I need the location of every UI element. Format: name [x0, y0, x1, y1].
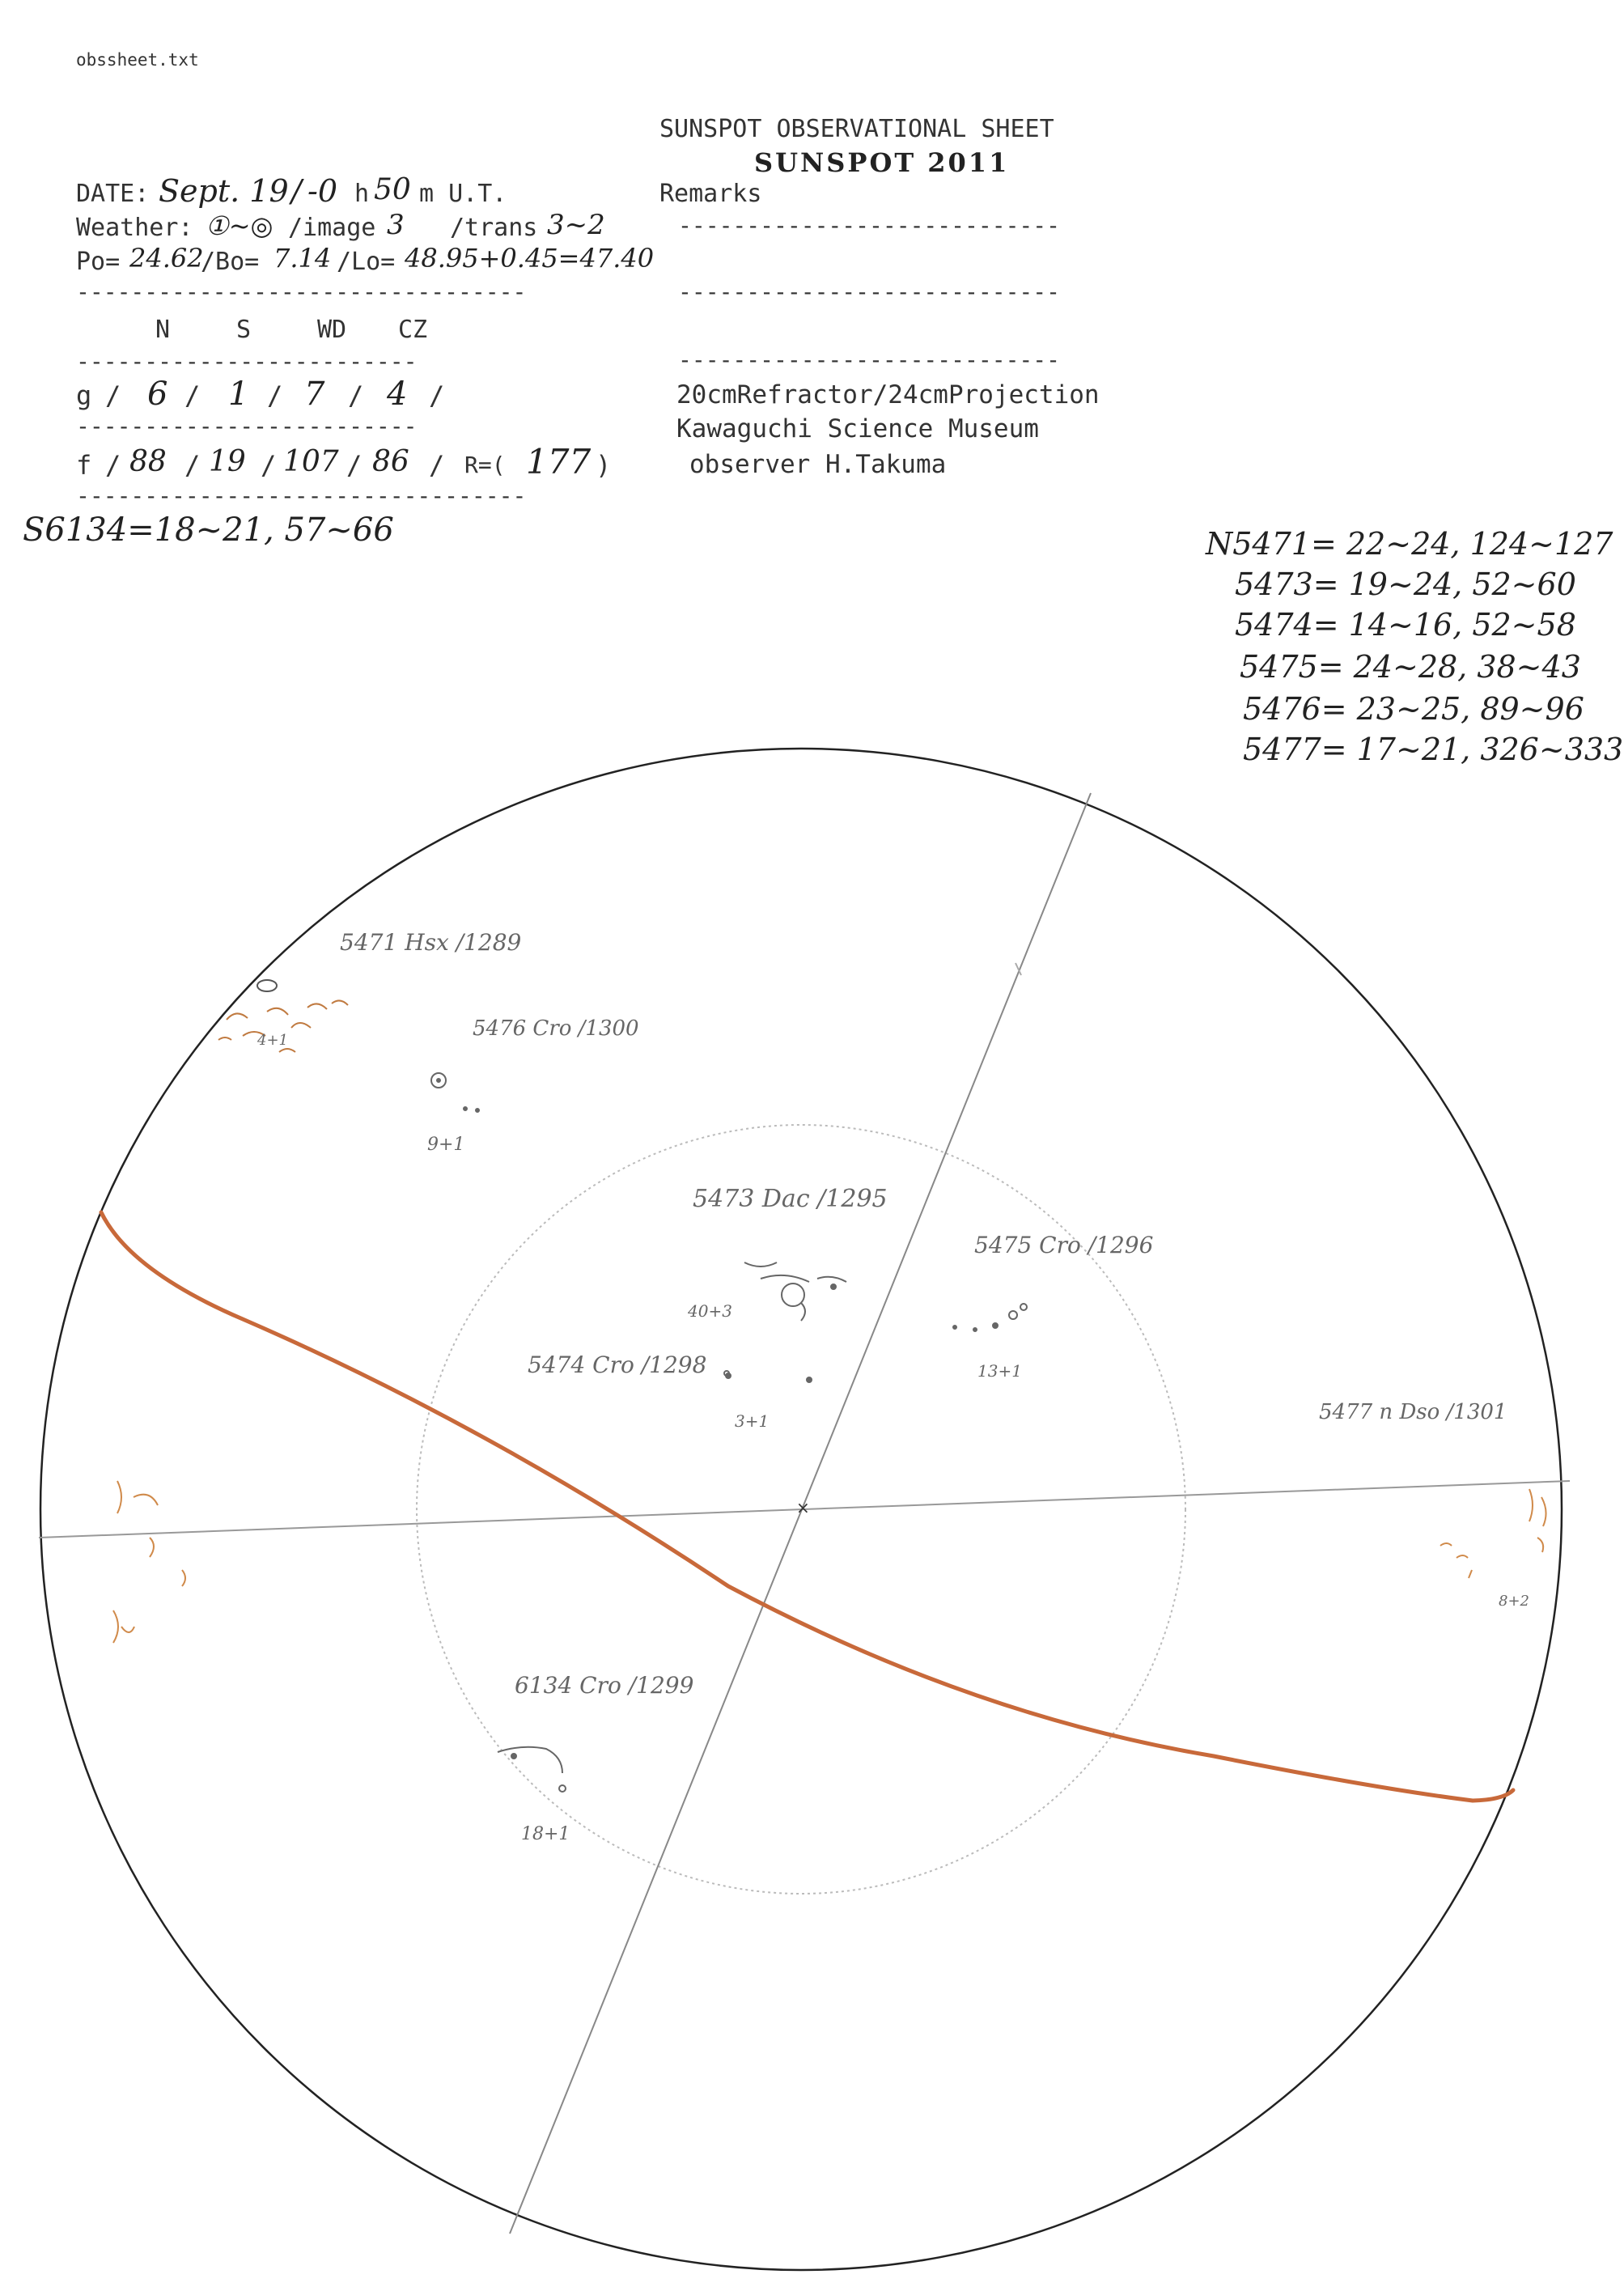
group-5476-sketch	[431, 1073, 479, 1112]
museum: Kawaguchi Science Museum	[676, 414, 1039, 443]
g-sep-4: /	[348, 380, 364, 411]
pos-5476: 5476= 23~25, 89~96	[1243, 691, 1584, 727]
instrument: 20cmRefractor/24cmProjection	[676, 380, 1100, 409]
g-sep-1: /	[105, 380, 121, 411]
image-label: /image	[288, 214, 376, 242]
group-5471-count: 4+1	[257, 1032, 288, 1049]
stamp: SUNSPOT 2011	[754, 147, 1010, 178]
col-s: S	[236, 316, 252, 344]
divider-cols: -------------------------	[76, 348, 418, 375]
time-suffix: m U.T.	[419, 180, 507, 208]
pos-5474: 5474= 14~16, 52~58	[1235, 607, 1576, 643]
pos-5471: N5471= 22~24, 124~127	[1206, 526, 1613, 562]
hour-value: -0	[307, 173, 338, 209]
date-prefix: DATE:	[76, 180, 150, 208]
g-s: 1	[228, 376, 249, 413]
weather-prefix: Weather:	[76, 214, 193, 242]
g-label: g	[76, 380, 92, 411]
date-value: Sept. 19	[159, 173, 289, 209]
group-6134-label: 6134 Cro /1299	[515, 1672, 694, 1699]
pos-5475: 5475= 24~28, 38~43	[1240, 649, 1581, 685]
group-5475-sketch	[953, 1304, 1027, 1331]
group-5471-label: 5471 Hsx /1289	[340, 929, 522, 956]
g-cz: 4	[387, 376, 408, 413]
g-sep-5: /	[429, 380, 445, 411]
f-sep-2: /	[184, 450, 201, 481]
sheet-title: SUNSPOT OBSERVATIONAL SHEET	[659, 115, 1054, 143]
pos-5477: 5477= 17~21, 326~333	[1243, 732, 1624, 767]
f-sep-5: /	[429, 450, 445, 481]
group-5477-sketch	[1440, 1489, 1546, 1578]
pos-5473: 5473= 19~24, 52~60	[1235, 566, 1576, 602]
group-5474-label: 5474 Cro /1298	[528, 1351, 707, 1378]
group-5474-count: 3+1	[735, 1411, 770, 1431]
weather-value: ①~◎	[206, 210, 273, 241]
remarks-line-1: ----------------------------	[678, 212, 1061, 239]
group-5473-label: 5473 Dac /1295	[693, 1185, 888, 1213]
f-label: f	[76, 450, 92, 481]
col-wd: WD	[317, 316, 347, 344]
r-value: 177	[526, 442, 592, 482]
f-cz: 86	[372, 445, 409, 478]
group-5477-count: 8+2	[1499, 1593, 1529, 1610]
f-sep-1: /	[105, 450, 121, 481]
f-wd: 107	[283, 445, 339, 478]
divider-f: ---------------------------------	[76, 482, 527, 509]
trans-value: 3~2	[547, 209, 605, 241]
r-label: R=(	[464, 452, 506, 478]
po-value: 24.62	[129, 243, 204, 274]
col-cz: CZ	[398, 316, 428, 344]
remarks-line-2: ----------------------------	[678, 278, 1061, 305]
bo-value: 7.14	[273, 243, 332, 274]
date-sep: /	[291, 173, 302, 209]
divider-top: ---------------------------------	[76, 278, 527, 305]
disk-center-mark: ×	[796, 1498, 810, 1517]
observer: observer H.Takuma	[689, 450, 947, 479]
g-sep-2: /	[184, 380, 201, 411]
trans-label: /trans	[450, 214, 538, 242]
faculae-left-limb	[113, 1481, 185, 1643]
group-5476-label: 5476 Cro /1300	[473, 1016, 639, 1041]
group-5475-count: 13+1	[977, 1361, 1022, 1381]
lo-label: /Lo=	[337, 248, 396, 276]
note-6134: S6134=18~21, 57~66	[23, 511, 394, 549]
remarks-label: Remarks	[659, 180, 762, 208]
g-sep-3: /	[267, 380, 283, 411]
f-sep-3: /	[261, 450, 277, 481]
po-label: Po=	[76, 248, 121, 276]
f-s: 19	[209, 445, 246, 478]
group-5477-label: 5477 n Dso /1301	[1319, 1400, 1507, 1424]
col-n: N	[155, 316, 171, 344]
group-5475-label: 5475 Cro /1296	[974, 1232, 1154, 1258]
lo-value: 48.95+0.45=47.40	[405, 243, 655, 274]
hour-unit: h	[354, 180, 370, 208]
group-6134-sketch	[498, 1747, 566, 1792]
group-5473-sketch	[726, 1262, 846, 1382]
f-sep-4: /	[346, 450, 363, 481]
minute-value: 50	[374, 173, 411, 206]
f-n: 88	[129, 445, 167, 478]
group-5476-count: 9+1	[427, 1135, 465, 1155]
group-6134-count: 18+1	[521, 1824, 570, 1844]
g-n: 6	[147, 376, 168, 413]
image-value: 3	[387, 209, 405, 241]
group-5473-count: 40+3	[688, 1301, 732, 1321]
r-close: )	[596, 450, 612, 481]
g-wd: 7	[304, 376, 325, 413]
remarks-line-3: ----------------------------	[678, 346, 1061, 373]
bo-label: /Bo=	[201, 248, 260, 276]
divider-g: -------------------------	[76, 413, 418, 439]
file-name: obssheet.txt	[76, 50, 199, 70]
